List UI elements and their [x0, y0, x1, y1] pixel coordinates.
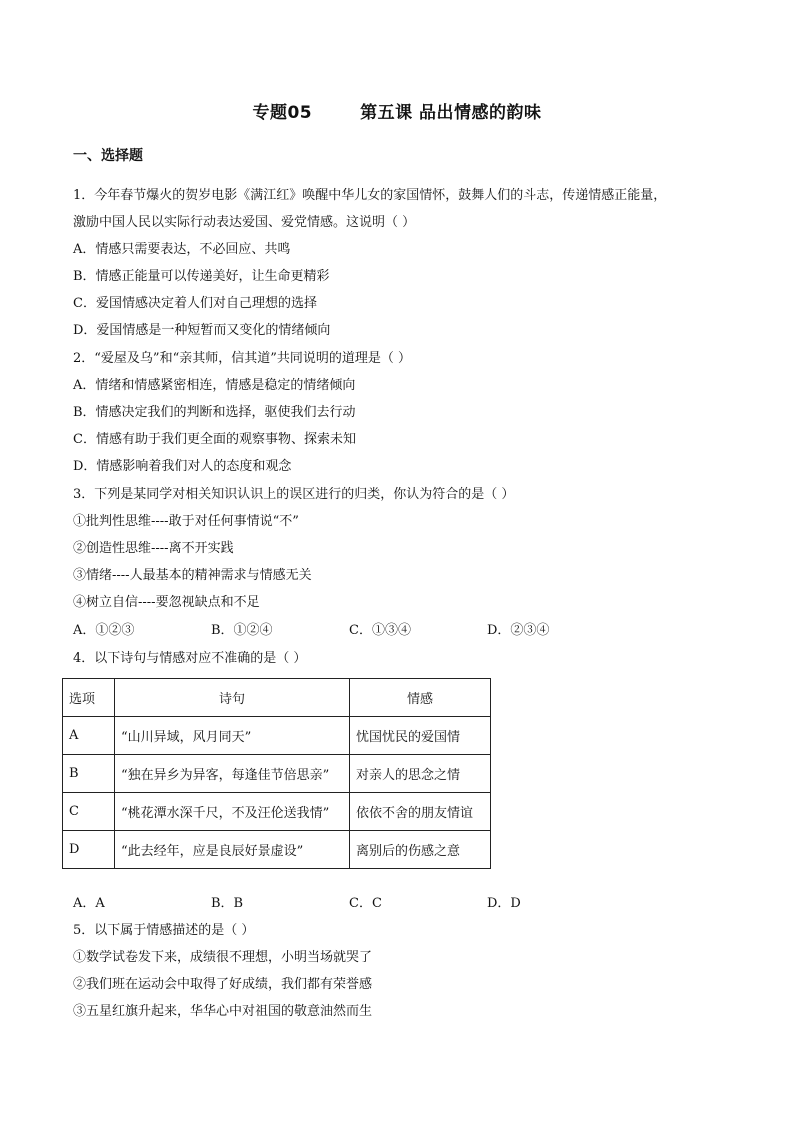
page-title: [0, 98, 794, 123]
table-cell: “山川异域，风月同天”: [115, 717, 350, 755]
q1-option-c: C．爱国情感决定着人们对自己理想的选择: [73, 296, 317, 311]
q5-stem: 5．以下属于情感描述的是（ ）: [73, 923, 255, 938]
q1-stem-line1: 1．今年春节爆火的贺岁电影《满江红》唤醒中华儿女的家国情怀，鼓舞人们的斗志，传递情感正能量，: [73, 188, 667, 203]
q3-stem: 3．下列是某同学对相关知识认识上的误区进行的归类，你认为符合的是（ ）: [73, 487, 515, 502]
title-lesson: 第五课 品出情感的韵味: [360, 103, 542, 123]
q3-item-2: ②创造性思维----离不开实践: [73, 541, 234, 556]
table-cell: A: [63, 717, 115, 755]
table-row: [63, 717, 491, 755]
title-topic: 专题05: [252, 103, 313, 123]
q4-option-a: A．A: [73, 896, 105, 911]
table-cell: “独在异乡为异客，每逢佳节倍思亲”: [115, 755, 350, 793]
q5-item-1: ①数学试卷发下来，成绩很不理想，小明当场就哭了: [73, 950, 373, 965]
q3-option-c: C．①③④: [349, 623, 411, 638]
table-cell: 对亲人的思念之情: [350, 755, 491, 793]
table-header-emotion: 情感: [350, 679, 491, 717]
q5-item-3: ③五星红旗升起来，华华心中对祖国的敬意油然而生: [73, 1004, 373, 1019]
table-row: [63, 831, 491, 869]
table-cell: D: [63, 831, 115, 869]
table-cell: “桃花潭水深千尺，不及汪伦送我情”: [115, 793, 350, 831]
table-cell: C: [63, 793, 115, 831]
poem-emotion-table: [62, 678, 491, 869]
table-header-option: 选项: [63, 679, 115, 717]
table-cell: “此去经年，应是良辰好景虚设”: [115, 831, 350, 869]
q2-option-a: A．情绪和情感紧密相连，情感是稳定的情绪倾向: [73, 378, 356, 393]
table-cell: 依依不舍的朋友情谊: [350, 793, 491, 831]
q2-option-b: B．情感决定我们的判断和选择，驱使我们去行动: [73, 405, 356, 420]
q1-stem-line2: 激励中国人民以实际行动表达爱国、爱党情感。这说明（ ）: [73, 215, 416, 230]
q1-option-d: D．爱国情感是一种短暂而又变化的情绪倾向: [73, 323, 331, 338]
table-row: [63, 755, 491, 793]
q3-item-1: ①批判性思维----敢于对任何事情说“不”: [73, 514, 299, 529]
q5-item-2: ②我们班在运动会中取得了好成绩，我们都有荣誉感: [73, 977, 373, 992]
q3-option-b: B．①②④: [211, 623, 273, 638]
table-cell: 忧国忧民的爱国情: [350, 717, 491, 755]
q1-option-a: A．情感只需要表达，不必回应、共鸣: [73, 242, 291, 257]
section-heading: 一、选择题: [73, 148, 143, 164]
q3-item-4: ④树立自信----要忽视缺点和不足: [73, 595, 260, 610]
q3-option-a: A．①②③: [73, 623, 135, 638]
q4-option-b: B．B: [211, 896, 244, 911]
table-cell: B: [63, 755, 115, 793]
q2-option-c: C．情感有助于我们更全面的观察事物、探索未知: [73, 432, 356, 447]
q4-option-d: D．D: [487, 896, 521, 911]
q2-stem: 2．“爱屋及乌”和“亲其师，信其道”共同说明的道理是（ ）: [73, 351, 411, 366]
q1-option-b: B．情感正能量可以传递美好，让生命更精彩: [73, 269, 330, 284]
table-header-poem: 诗句: [115, 679, 350, 717]
q4-option-c: C．C: [349, 896, 382, 911]
q3-item-3: ③情绪----人最基本的精神需求与情感无关: [73, 568, 312, 583]
table-cell: 离别后的伤感之意: [350, 831, 491, 869]
table-row: [63, 793, 491, 831]
q3-option-d: D．②③④: [487, 623, 550, 638]
table-header-row: [63, 679, 491, 717]
q4-stem: 4．以下诗句与情感对应不准确的是（ ）: [73, 651, 307, 666]
q2-option-d: D．情感影响着我们对人的态度和观念: [73, 459, 292, 474]
